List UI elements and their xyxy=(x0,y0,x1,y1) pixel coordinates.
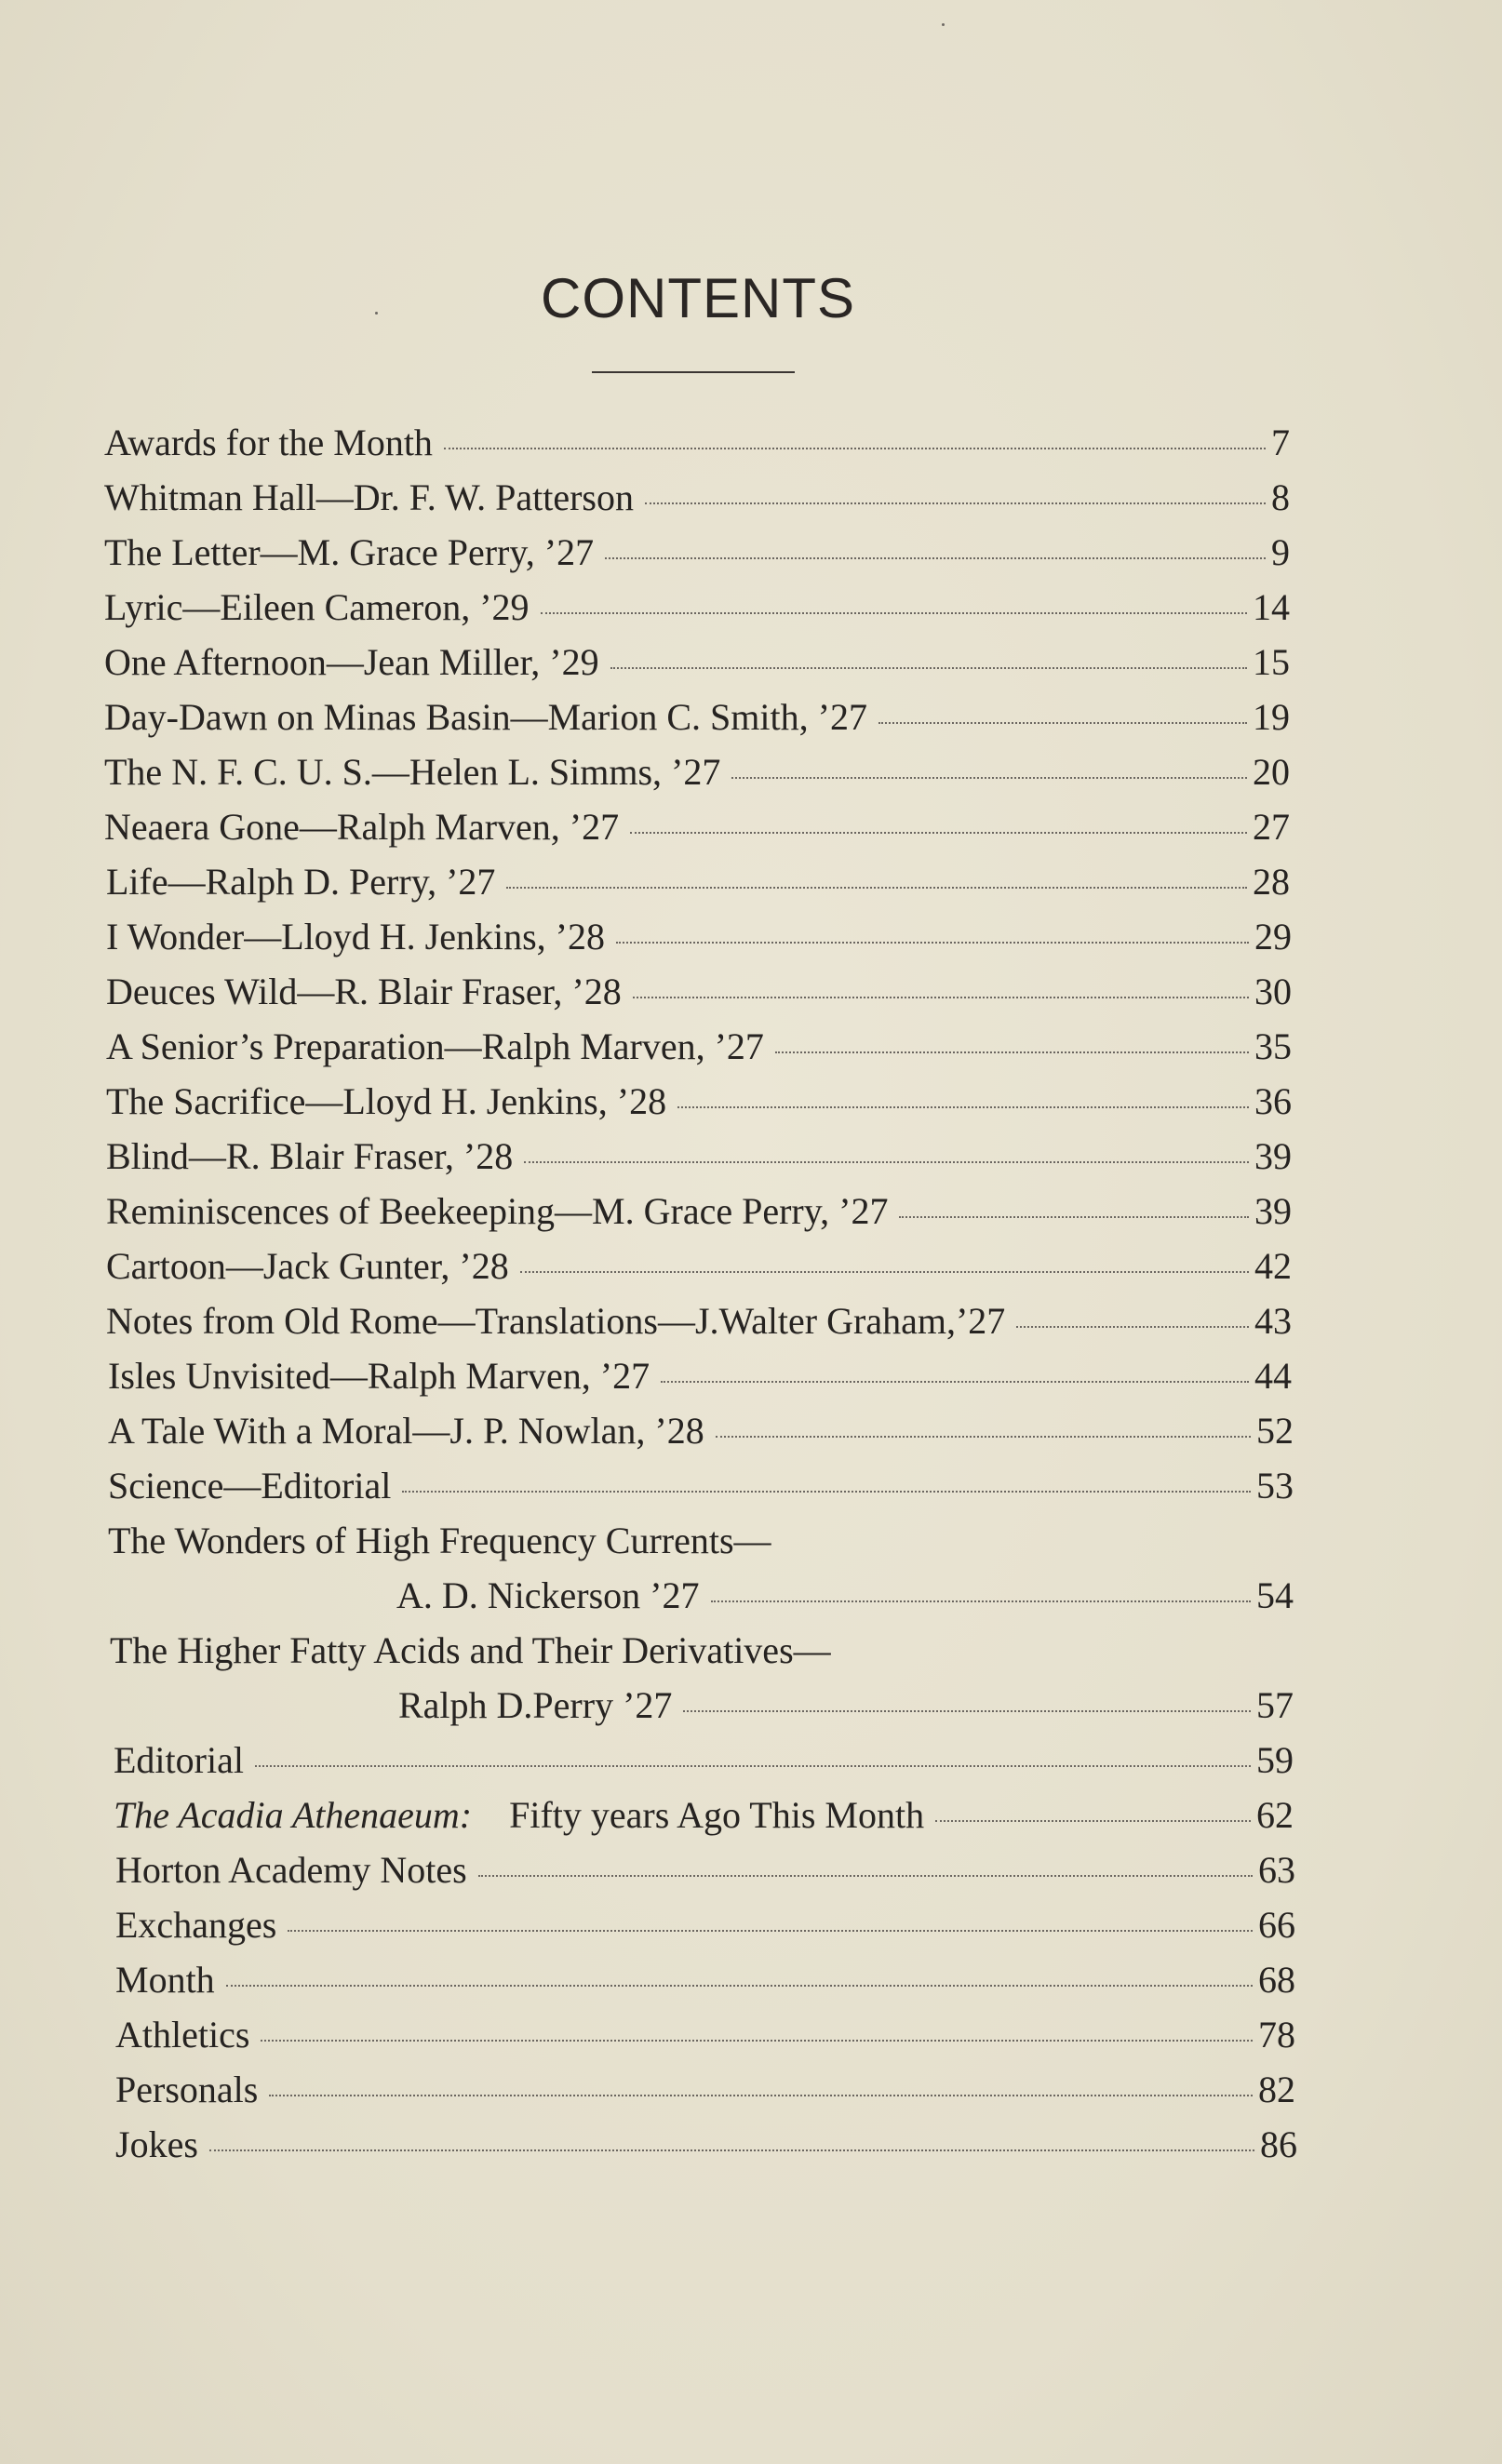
toc-entry-line xyxy=(110,1623,1294,1678)
toc-entry-title: Editorial xyxy=(114,1739,244,1781)
toc-page-number: 66 xyxy=(1258,1904,1295,1946)
toc-entry-line xyxy=(108,1403,1294,1458)
toc-entry-line xyxy=(115,2062,1295,2117)
dot-leader xyxy=(775,1051,1249,1053)
toc-entry xyxy=(104,470,1290,525)
toc-page-number: 35 xyxy=(1254,1025,1292,1067)
toc-page-number: 42 xyxy=(1254,1245,1292,1287)
toc-entry-line xyxy=(106,1239,1292,1293)
toc-entry-title: Isles Unvisited—Ralph Marven, ’27 xyxy=(108,1355,650,1397)
dot-leader xyxy=(878,722,1247,724)
toc-entry xyxy=(106,1293,1292,1348)
toc-page-number: 68 xyxy=(1258,1959,1295,2001)
toc-entry xyxy=(108,1458,1294,1513)
dot-leader xyxy=(610,667,1247,669)
dot-leader xyxy=(524,1161,1249,1163)
toc-entry xyxy=(114,1733,1294,1788)
dot-leader xyxy=(261,2040,1253,2042)
toc-entry-title: Month xyxy=(115,1959,215,2001)
toc-page-number: 82 xyxy=(1258,2069,1295,2110)
toc-entry-line xyxy=(104,580,1290,635)
toc-page-number: 15 xyxy=(1253,641,1290,683)
toc-entry-line xyxy=(115,1952,1295,2007)
toc-entry-title: Whitman Hall—Dr. F. W. Patterson xyxy=(104,476,634,518)
toc-entry xyxy=(115,2062,1295,2117)
toc-entry-line xyxy=(108,1513,1294,1568)
toc-entry-title: Cartoon—Jack Gunter, ’28 xyxy=(106,1245,509,1287)
dot-leader xyxy=(255,1765,1251,1767)
toc-entry-line xyxy=(114,1788,1294,1842)
toc-entry-title: Life—Ralph D. Perry, ’27 xyxy=(106,861,496,903)
dot-leader xyxy=(683,1710,1251,1712)
toc-entry-line xyxy=(104,744,1290,799)
toc-page-number: 7 xyxy=(1271,422,1290,463)
toc-page-number: 29 xyxy=(1254,916,1292,957)
toc-entry xyxy=(115,1842,1295,1897)
toc-entry-title: Horton Academy Notes xyxy=(115,1849,467,1891)
toc-entry-title: Deuces Wild—R. Blair Fraser, ’28 xyxy=(106,971,622,1012)
toc-entry xyxy=(106,854,1290,909)
toc-entry-title: The Wonders of High Frequency Currents— xyxy=(108,1520,771,1561)
toc-entry-title: Jokes xyxy=(115,2123,198,2165)
toc-page-number: 8 xyxy=(1271,476,1290,518)
toc-entry-title: One Afternoon—Jean Miller, ’29 xyxy=(104,641,599,683)
toc-page-number: 9 xyxy=(1271,531,1290,573)
toc-page-number: 52 xyxy=(1256,1410,1294,1452)
toc-entry-title: Exchanges xyxy=(115,1904,277,1946)
toc-entry xyxy=(104,799,1290,854)
toc-entry-title: A Senior’s Preparation—Ralph Marven, ’27 xyxy=(106,1025,764,1067)
toc-entry xyxy=(114,1788,1294,1842)
toc-entry-line xyxy=(106,1184,1292,1239)
toc-entry-line xyxy=(106,1129,1292,1184)
dot-leader xyxy=(711,1600,1252,1602)
dot-leader xyxy=(226,1985,1253,1987)
toc-page-number: 59 xyxy=(1256,1739,1294,1781)
toc-entry-line xyxy=(115,2007,1295,2062)
toc-entry-line xyxy=(104,690,1290,744)
toc-entry-line xyxy=(104,525,1290,580)
toc-entry xyxy=(106,1184,1292,1239)
toc-page-number: 54 xyxy=(1256,1574,1294,1616)
toc-entry-title: Reminiscences of Beekeeping—M. Grace Perry, ’27 xyxy=(106,1190,889,1232)
paper-speck xyxy=(942,23,945,26)
dot-leader xyxy=(1016,1326,1249,1328)
toc-entry-line xyxy=(115,1897,1295,1952)
toc-entry-title: Neaera Gone—Ralph Marven, ’27 xyxy=(104,806,620,848)
toc-entry xyxy=(115,2117,1297,2172)
toc-entry xyxy=(115,2007,1295,2062)
toc-entry xyxy=(108,1403,1294,1458)
dot-leader xyxy=(716,1436,1251,1438)
toc-entry xyxy=(106,1239,1292,1293)
toc-entry xyxy=(110,1623,1294,1733)
toc-page-number: 57 xyxy=(1256,1684,1294,1726)
toc-entry-title: The Higher Fatty Acids and Their Derivatives— xyxy=(110,1629,831,1671)
toc-entry xyxy=(104,744,1290,799)
toc-page-number: 44 xyxy=(1254,1355,1292,1397)
dot-leader xyxy=(677,1106,1249,1108)
toc-entry-line xyxy=(104,635,1290,690)
toc-entry-line xyxy=(115,2117,1297,2172)
dot-leader xyxy=(630,832,1247,834)
toc-entry-title-text: Fifty years Ago This Month xyxy=(509,1794,925,1836)
toc-page-number: 19 xyxy=(1253,696,1290,738)
toc-entry-line xyxy=(106,1074,1292,1129)
toc-entry-title xyxy=(114,1788,924,1842)
toc-entry-line xyxy=(106,909,1292,964)
dot-leader xyxy=(506,887,1247,889)
toc-entry-title: The Sacrifice—Lloyd H. Jenkins, ’28 xyxy=(106,1080,667,1122)
toc-page-number: 43 xyxy=(1254,1300,1292,1342)
toc-entry-line xyxy=(106,964,1292,1019)
toc-entry-line xyxy=(108,1348,1292,1403)
toc-entry-title: Science—Editorial xyxy=(108,1465,392,1507)
heading-rule xyxy=(592,371,795,373)
dot-leader xyxy=(616,942,1249,944)
toc-entry-title: Personals xyxy=(115,2069,259,2110)
toc-entry-line xyxy=(106,1019,1292,1074)
dot-leader xyxy=(899,1216,1249,1218)
toc-entry-line xyxy=(104,799,1290,854)
toc-entry xyxy=(106,964,1292,1019)
toc-entry xyxy=(106,1074,1292,1129)
toc-entry-title: Awards for the Month xyxy=(104,422,433,463)
toc-entry-title: Notes from Old Rome—Translations—J.Walter Graham,’27 xyxy=(106,1300,1006,1342)
toc-entry-line xyxy=(106,854,1290,909)
toc-entry-title: The Letter—M. Grace Perry, ’27 xyxy=(104,531,595,573)
toc-entry xyxy=(108,1348,1292,1403)
toc-page-number: 39 xyxy=(1254,1190,1292,1232)
dot-leader xyxy=(935,1820,1251,1822)
toc-entry xyxy=(108,1513,1294,1623)
dot-leader xyxy=(209,2149,1254,2151)
dot-leader xyxy=(402,1491,1251,1493)
toc-entry-title: I Wonder—Lloyd H. Jenkins, ’28 xyxy=(106,916,605,957)
dot-leader xyxy=(288,1930,1253,1932)
toc-entry-line xyxy=(108,1458,1294,1513)
dot-leader xyxy=(541,612,1247,614)
toc-entry-author: A. D. Nickerson ’27 xyxy=(396,1574,700,1616)
dot-leader xyxy=(478,1875,1253,1877)
dot-leader xyxy=(633,997,1249,998)
toc-entry xyxy=(104,415,1290,470)
toc-entry-line xyxy=(115,1842,1295,1897)
toc-page-number: 63 xyxy=(1258,1849,1295,1891)
toc-entry xyxy=(104,635,1290,690)
toc-page-number: 36 xyxy=(1254,1080,1292,1122)
toc-page-number: 14 xyxy=(1253,586,1290,628)
toc-entry-line xyxy=(110,1678,1294,1733)
toc-entry xyxy=(104,525,1290,580)
toc-entry-title: A Tale With a Moral—J. P. Nowlan, ’28 xyxy=(108,1410,704,1452)
contents-heading: CONTENTS xyxy=(541,267,855,329)
toc-entry xyxy=(106,909,1292,964)
toc-entry-title: Athletics xyxy=(115,2014,250,2056)
toc-entry xyxy=(104,690,1290,744)
toc-entry-line xyxy=(104,415,1290,470)
toc-entry-line xyxy=(114,1733,1294,1788)
toc-entry-title: Lyric—Eileen Cameron, ’29 xyxy=(104,586,530,628)
toc-page-number: 53 xyxy=(1256,1465,1294,1507)
toc-page-number: 30 xyxy=(1254,971,1292,1012)
toc-page-number: 78 xyxy=(1258,2014,1295,2056)
dot-leader xyxy=(731,777,1247,779)
toc-entry xyxy=(106,1129,1292,1184)
toc-entry xyxy=(104,580,1290,635)
toc-page-number: 28 xyxy=(1253,861,1290,903)
toc-page-number: 20 xyxy=(1253,751,1290,793)
toc-entry-title: Day-Dawn on Minas Basin—Marion C. Smith, ’27 xyxy=(104,696,867,738)
toc-page-number: 86 xyxy=(1260,2123,1297,2165)
toc-entry-title: The N. F. C. U. S.—Helen L. Simms, ’27 xyxy=(104,751,721,793)
toc-entry xyxy=(115,1897,1295,1952)
toc-entry-line xyxy=(108,1568,1294,1623)
toc-page-number: 62 xyxy=(1256,1794,1294,1836)
dot-leader xyxy=(444,448,1266,449)
dot-leader xyxy=(661,1381,1249,1383)
dot-leader xyxy=(645,502,1266,504)
dot-leader xyxy=(269,2095,1253,2096)
toc-page-number: 39 xyxy=(1254,1135,1292,1177)
toc-entry xyxy=(115,1952,1295,2007)
table-of-contents xyxy=(0,415,1502,2172)
toc-entry-line xyxy=(104,470,1290,525)
dot-leader xyxy=(520,1271,1249,1273)
toc-entry xyxy=(106,1019,1292,1074)
dot-leader xyxy=(605,557,1266,559)
toc-entry-line xyxy=(106,1293,1292,1348)
toc-page-number: 27 xyxy=(1253,806,1290,848)
toc-entry-publication-title: The Acadia Athenaeum: xyxy=(114,1794,473,1836)
toc-entry-title: Blind—R. Blair Fraser, ’28 xyxy=(106,1135,514,1177)
toc-entry-author: Ralph D.Perry ’27 xyxy=(398,1684,673,1726)
